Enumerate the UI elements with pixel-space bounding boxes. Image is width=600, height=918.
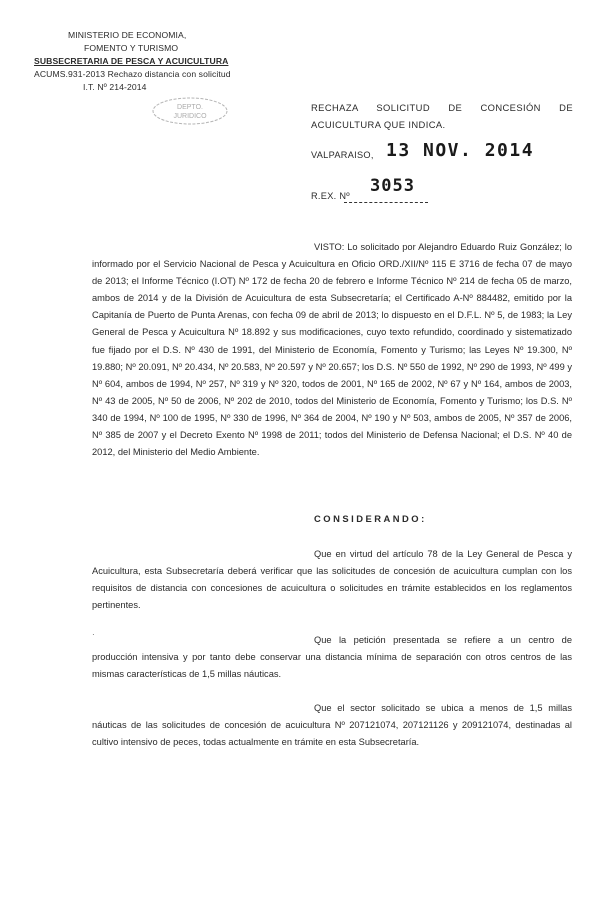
considerando-paragraph-3: Que el sector solicitado se ubica a menos de 1,5 millas náuticas de las solicitudes de concesión de acuicultura Nº 207121074, 207121126 y 209121074, destinadas al cultivo intensivo de peces, todas actualmente en trámite en esta Subsecretaría.: [92, 703, 572, 748]
stamp-text-bottom: JURIDICO: [173, 113, 207, 120]
resolution-label: R.EX. Nº: [311, 191, 350, 201]
considerando-paragraph-2: Que la petición presentada se refiere a un centro de producción intensiva y por tanto debe conservar una distancia mínima de separación con otros centros de las mismas características de 1,5 millas náuticas.: [92, 635, 572, 680]
technical-report-reference: I.T. Nº 214-2014: [83, 82, 147, 92]
ministry-name: MINISTERIO DE ECONOMIA,: [68, 30, 187, 40]
undersecretariat-name: SUBSECRETARIA DE PESCA Y ACUICULTURA: [34, 56, 229, 66]
issue-city: VALPARAISO,: [311, 150, 374, 160]
file-reference: ACUMS.931-2013 Rechazo distancia con solicitud: [34, 69, 231, 79]
resolution-subject: RECHAZA SOLICITUD DE CONCESIÓN DE ACUICULTURA QUE INDICA.: [311, 102, 573, 130]
resolution-number-line: [344, 202, 428, 203]
stamp-text-top: DEPTO.: [177, 104, 203, 111]
department-stamp: [150, 96, 230, 126]
considerando-heading: CONSIDERANDO:: [314, 513, 427, 524]
visto-paragraph: VISTO: Lo solicitado por Alejandro Eduardo Ruiz González; lo informado por el Servicio Nacional de Pesca y Acuicultura en Oficio ORD./XII/Nº 115 E 3716 de fecha 07 de mayo de 2013; el Informe Técnico (I.OT) Nº 172 de fecha 20 de febrero e Informe Técnico Nº 214 de fecha 05 de marzo, ambos de 2014 y de la División de Acuicultura de esta Subsecretaría; el Certificado A-Nº 884482, emitido por la Capitanía de Puerto de Punta Arenas, con fecha 09 de abril de 2013; lo dispuesto en el D.F.L. Nº 5, de 1983; la Ley General de Pesca y Acuicultura Nº 18.892 y sus modificaciones, cuyo texto refundido, coordinado y sistematizado fue fijado por el D.S. Nº 430 de 1991, del Ministerio de Economía, Fomento y Turismo; las Leyes Nº 19.300, Nº 19.880; Nº 20.091, Nº 20.434, Nº 20.583, Nº 20.597 y Nº 20.657; los D.S. Nº 550 de 1992, Nº 290 de 1993, Nº 499 y Nº 604, ambos de 1994, Nº 257, Nº 319 y Nº 320, todos de 2001, Nº 165 de 2002, Nº 67 y Nº 164, ambos de 2003, Nº 43 de 2005, Nº 50 de 2006, Nº 202 de 2010, todos del Ministerio de Economía, Fomento y Turismo; los D.S. Nº 340 de 1994, Nº 100 de 1995, Nº 330 de 1996, Nº 364 de 2004, Nº 190 y Nº 503, ambos de 2005, Nº 357 de 2006, Nº 385 de 2007 y el Decreto Exento Nº 1998 de 2011; todos del Ministerio de Defensa Nacional; el D.S. Nº 40 de 2012, del Ministerio del Medio Ambiente.: [92, 242, 572, 458]
resolution-number: 3053: [370, 176, 415, 196]
issue-date: 13 NOV. 2014: [386, 140, 535, 161]
ministry-subtitle: FOMENTO Y TURISMO: [84, 43, 179, 53]
margin-mark: ·: [92, 630, 95, 639]
considerando-paragraph-1: Que en virtud del artículo 78 de la Ley General de Pesca y Acuicultura, esta Subsecretaría deberá verificar que las solicitudes de concesión de acuicultura cumplan con los requisitos de distancia con concesiones de acuicultura o solicitudes en trámite establecidos en los reglamentos pertinentes.: [92, 549, 572, 611]
